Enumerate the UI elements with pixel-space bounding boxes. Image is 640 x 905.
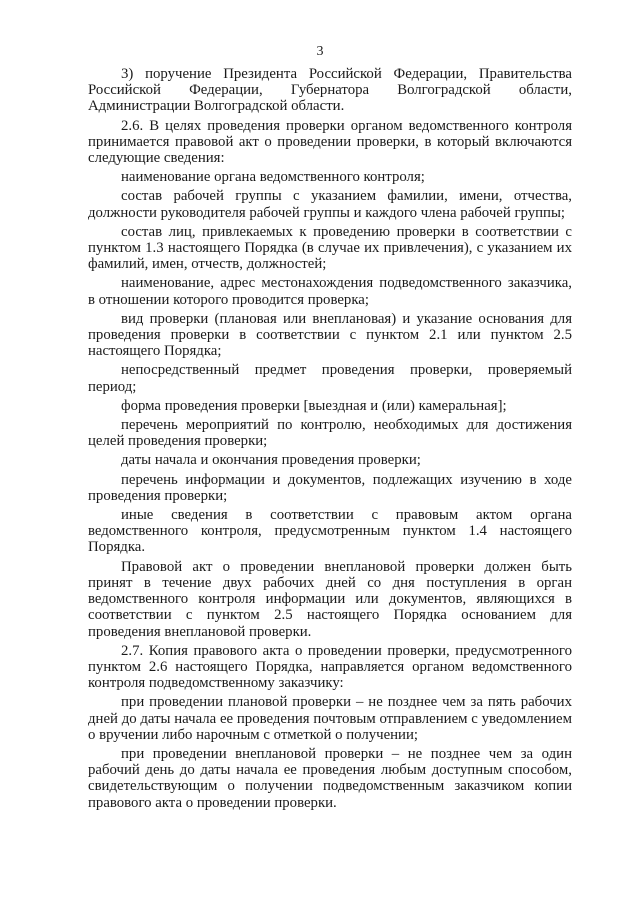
paragraph-16: при проведении плановой проверки – не позднее чем за пять рабочих дней до даты начала ее проведения почтовым отправлением с уведомлением о вручении либо нарочным с отметкой о получении; [88,694,572,743]
paragraph-17: при проведении внеплановой проверки – не позднее чем за один рабочий день до даты начала ее проведения любым доступным способом, свидетельствующим о получении подведомственным заказчиком копии правового акта о проведении проверки. [88,745,572,811]
paragraph-15: 2.7. Копия правового акта о проведении проверки, предусмотренного пунктом 2.6 настоящего Порядка, направляется органом ведомственного контроля подведомственному заказчику: [88,642,572,692]
paragraph-6: наименование, адрес местонахождения подведомственного заказчика, в отношении которого проводится проверка; [88,275,572,308]
paragraph-4: состав рабочей группы с указанием фамилии, имени, отчества, должности руководителя рабочей группы и каждого члена рабочей группы; [88,188,572,221]
paragraph-12: перечень информации и документов, подлежащих изучению в ходе проведения проверки; [88,471,572,504]
paragraph-14: Правовой акт о проведении внеплановой проверки должен быть принят в течение двух рабочих дней со дня поступления в орган ведомственного контроля информации или документов, являющихся в соответствии с пунктом 2.5 настоящего Порядка основанием для проведения внеплановой проверки. [88,558,572,640]
paragraph-10: перечень мероприятий по контролю, необходимых для достижения целей проведения проверки; [88,417,572,450]
paragraph-9: форма проведения проверки [выездная и (или) камеральная]; [121,397,507,414]
paragraph-8: непосредственный предмет проведения проверки, проверяемый период; [88,362,572,395]
paragraph-1: 3) поручение Президента Российской Федерации, Правительства Российской Федерации, Губернатора Волгоградской области, Администрации Волгоградской области. [88,66,572,115]
paragraph-13: иные сведения в соответствии с правовым актом органа ведомственного контроля, предусмотренным пунктом 1.4 настоящего Порядка. [88,507,572,556]
paragraph-11: даты начала и окончания проведения проверки; [121,452,421,469]
paragraph-2: 2.6. В целях проведения проверки органом ведомственного контроля принимается правовой акт о проведении проверки, в который включаются следующие сведения: [88,117,572,167]
paragraph-5: состав лиц, привлекаемых к проведению проверки в соответствии с пунктом 1.3 настоящего Порядка (в случае их привлечения), с указанием их фамилий, имен, отчеств, должностей; [88,223,572,273]
page-number: 3 [316,44,324,59]
paragraph-3: наименование органа ведомственного контроля; [121,169,425,186]
document-body [88,66,572,811]
paragraph-7: вид проверки (плановая или внеплановая) и указание основания для проведения проверки в соответствии с пунктом 2.1 или пунктом 2.5 настоящего Порядка; [88,310,572,360]
